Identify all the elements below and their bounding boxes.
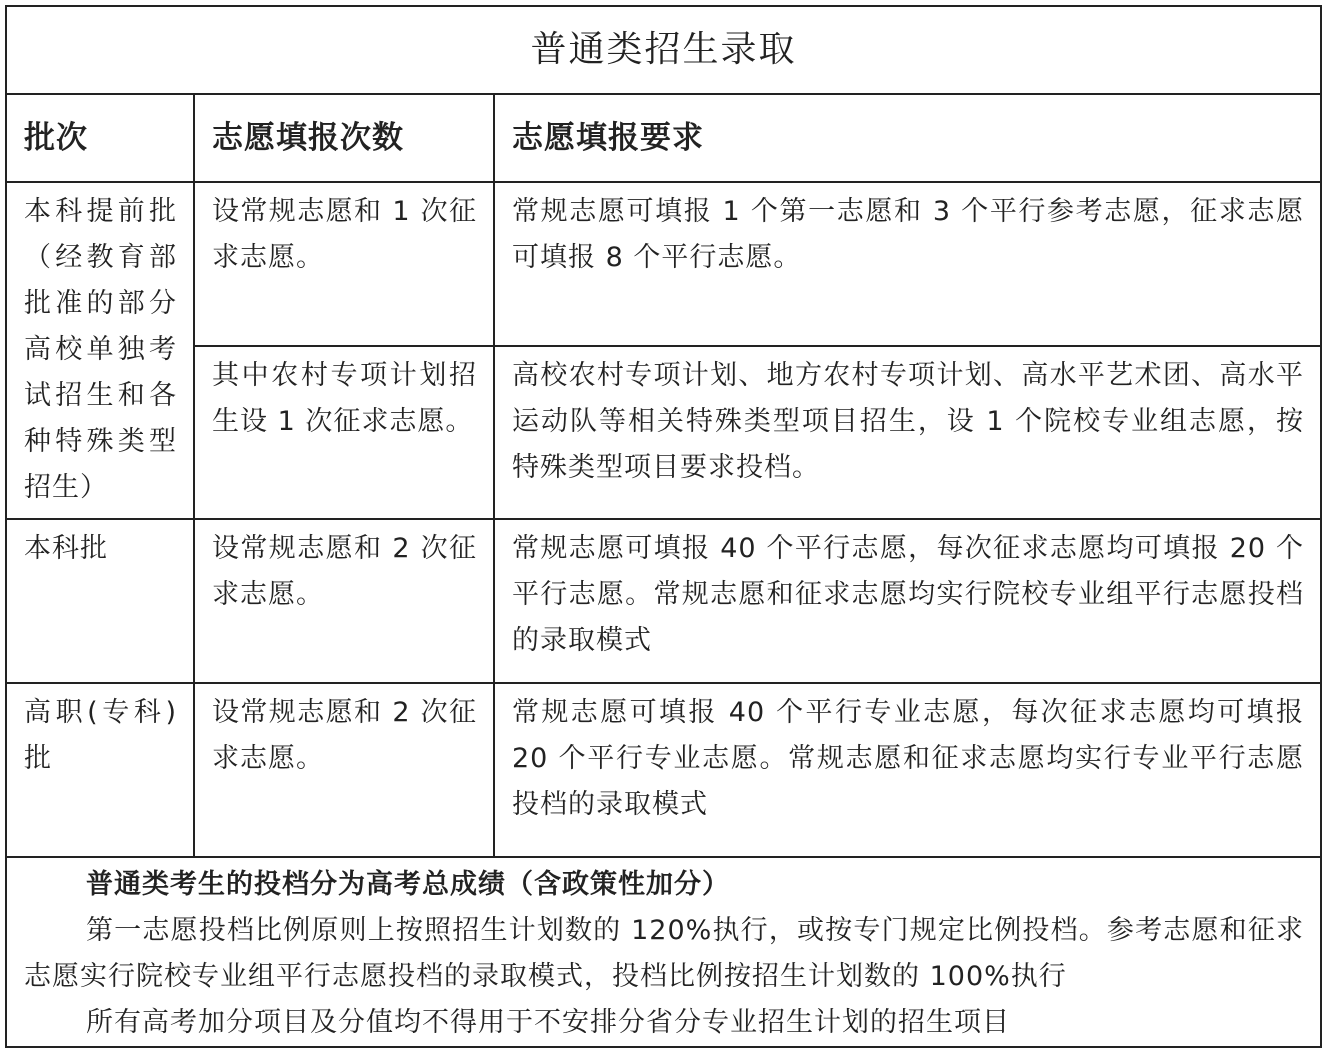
header-times: 志愿填报次数 [194,94,494,182]
times-cell: 设常规志愿和 2 次征求志愿。 [194,519,494,683]
table-row [6,683,1321,857]
requirements-cell: 常规志愿可填报 40 个平行志愿，每次征求志愿均可填报 20 个平行志愿。常规志愿和征求志愿均实行院校专业组平行志愿投档的录取模式 [494,519,1321,683]
times-cell: 其中农村专项计划招生设 1 次征求志愿。 [194,346,494,519]
batch-cell: 本科批 [6,519,194,683]
times-cell: 设常规志愿和 1 次征求志愿。 [194,182,494,346]
header-batch: 批次 [6,94,194,182]
table-row [6,346,1321,519]
note-score: 普通类考生的投档分为高考总成绩（含政策性加分） [86,869,730,900]
requirements-cell: 常规志愿可填报 1 个第一志愿和 3 个平行参考志愿，征求志愿可填报 8 个平行志愿。 [494,182,1321,346]
table-title: 普通类招生录取 [6,6,1321,94]
batch-cell: 高职(专科)批 [6,683,194,857]
table-row [6,182,1321,346]
header-requirements: 志愿填报要求 [494,94,1321,182]
header-row [6,94,1321,182]
note-ratio: 第一志愿投档比例原则上按照招生计划数的 120%执行，或按专门规定比例投档。参考志愿和征求志愿实行院校专业组平行志愿投档的录取模式，投档比例按招生计划数的 100%执行 [24,915,1304,992]
batch-cell: 本科提前批（经教育部批准的部分高校单独考试招生和各种特殊类型招生） [6,182,194,519]
times-cell: 设常规志愿和 2 次征求志愿。 [194,683,494,857]
requirements-cell: 常规志愿可填报 40 个平行专业志愿，每次征求志愿均可填报 20 个平行专业志愿。常规志愿和征求志愿均实行专业平行志愿投档的录取模式 [494,683,1321,857]
table-row [6,519,1321,683]
admission-table [5,5,1322,1048]
note-bonus: 所有高考加分项目及分值均不得用于不安排分省分专业招生计划的招生项目 [86,1007,1010,1038]
notes-cell [6,857,1321,1047]
requirements-cell: 高校农村专项计划、地方农村专项计划、高水平艺术团、高水平运动队等相关特殊类型项目招生，设 1 个院校专业组志愿，按特殊类型项目要求投档。 [494,346,1321,519]
